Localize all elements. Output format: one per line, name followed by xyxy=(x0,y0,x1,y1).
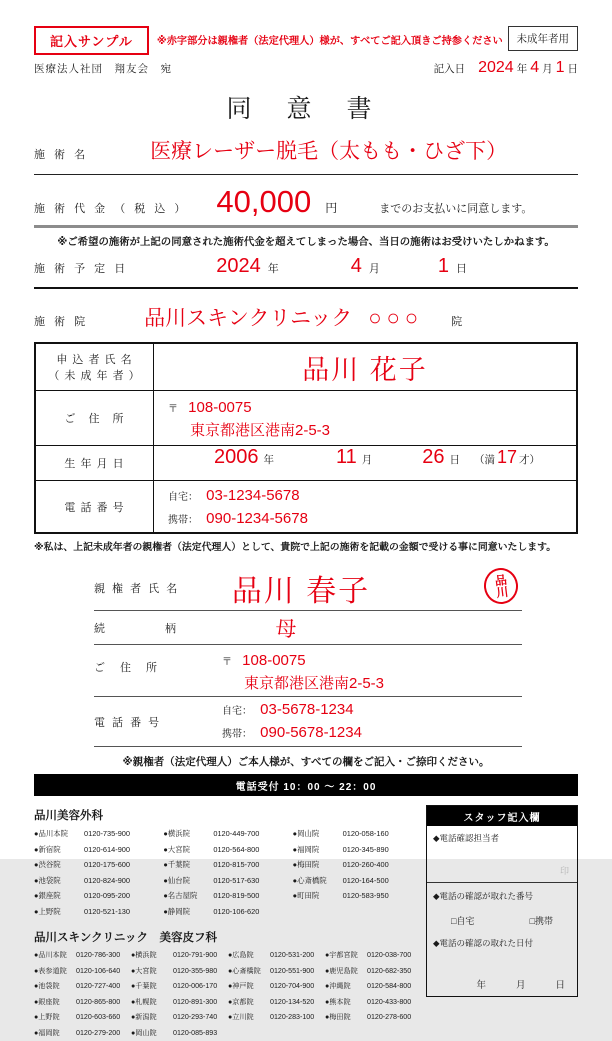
guardian-phone-row xyxy=(94,697,522,747)
postal-mark: 〒 xyxy=(168,404,178,415)
clinic-item-name: ● 神戸院 xyxy=(228,979,270,995)
confirmed-number-field xyxy=(427,883,577,927)
clinic-list-item xyxy=(34,842,163,858)
clinic-item-name: ● 横浜院 xyxy=(163,826,213,842)
applicant-birth-row xyxy=(36,445,576,480)
clinic-item-name: ● 大宮院 xyxy=(163,842,213,858)
confirmed-date-units xyxy=(433,977,571,991)
clinic-item-phone: 0120-006-170 xyxy=(173,979,217,995)
clinic-list-item xyxy=(34,873,163,889)
guardian-name-label: 親 権 者 氏 名 xyxy=(94,580,200,596)
guardian-relation-row xyxy=(94,611,522,645)
guardian-phone-value xyxy=(200,699,362,744)
guardian-relation-label xyxy=(94,620,200,636)
clinic-item-phone: 0120-355-980 xyxy=(173,964,217,980)
clinic-list-item xyxy=(325,964,422,980)
fee-warning-note: ※ご希望の施術が上記の同意された施術代金を超えてしまった場合、当日の施術はお受けいたしかねます。 xyxy=(34,233,578,248)
clinic-item-phone: 0120-278-600 xyxy=(367,1010,411,1026)
clinic-item-phone: 0120-293-740 xyxy=(173,1010,217,1026)
birth-day-unit: 日 xyxy=(450,452,461,467)
date-year-unit: 年 xyxy=(476,977,486,991)
clinic-list-item xyxy=(163,888,292,904)
clinic-list-item xyxy=(228,995,325,1011)
clinic-item-name: ● 渋谷院 xyxy=(34,857,84,873)
birth-month-unit: 月 xyxy=(362,452,373,467)
birth-month: 11 xyxy=(336,446,357,469)
clinic-item-phone: 0120-260-400 xyxy=(343,857,389,873)
clinic-item-name: ● 心斎橋院 xyxy=(293,873,343,889)
clinic-list-item xyxy=(34,857,163,873)
procedure-value: 医療レーザー脱毛（太もも・ひざ下） xyxy=(150,135,507,165)
clinic-item-phone: 0120-106-640 xyxy=(76,964,120,980)
clinic-item-phone: 0120-551-900 xyxy=(270,964,314,980)
guardian-name-row xyxy=(94,565,522,611)
applicant-name-label-line1: 申 込 者 氏 名 xyxy=(56,351,132,367)
clinic-group1-heading: 品川美容外科 xyxy=(34,807,422,823)
clinic-list-item xyxy=(163,857,292,873)
clinic-item-phone: 0120-164-500 xyxy=(343,873,389,889)
guardian-postal-code: 108-0075 xyxy=(242,652,305,669)
clinic-item-name: ● 福岡院 xyxy=(293,842,343,858)
guardian-relation-value: 母 xyxy=(200,613,522,643)
clinic-item-phone: 0120-134-520 xyxy=(270,995,314,1011)
fill-date xyxy=(434,59,578,77)
clinic-group1-list xyxy=(34,826,422,919)
clinic-item-name: ● 上野院 xyxy=(34,1010,76,1026)
clinic-list-item xyxy=(34,1010,131,1026)
clinic-item-name: ● 仙台院 xyxy=(163,873,213,889)
clinic-item-phone: 0120-095-200 xyxy=(84,888,130,904)
clinic-name-value: 品川スキンクリニック xyxy=(144,302,352,332)
fill-date-year: 2024 xyxy=(478,59,514,77)
mobile-phone-label: 携帯： xyxy=(168,515,198,526)
clinic-item-phone: 0120-824-900 xyxy=(84,873,130,889)
clinic-item-phone: 0120-786-300 xyxy=(76,948,120,964)
guardian-home-phone: 03-5678-1234 xyxy=(260,701,353,718)
phone-checkboxes xyxy=(433,902,571,927)
schedule-year: 2024 xyxy=(216,255,261,278)
page-title: 同 意 書 xyxy=(34,89,578,125)
clinic-item-phone: 0120-584-800 xyxy=(367,979,411,995)
applicant-birth-value xyxy=(154,446,576,480)
clinic-item-name: ● 鹿児島院 xyxy=(325,964,367,980)
applicant-phone-label: 電 話 番 号 xyxy=(36,481,154,532)
clinic-item-phone: 0120-345-890 xyxy=(343,842,389,858)
clinic-group2-heading: 品川スキンクリニック 美容皮フ科 xyxy=(34,929,422,945)
clinic-list-item xyxy=(34,979,131,995)
clinic-item-phone: 0120-791-900 xyxy=(173,948,217,964)
applicant-birth-label: 生 年 月 日 xyxy=(36,446,154,480)
clinic-list-item xyxy=(34,1026,131,1041)
schedule-day-unit: 日 xyxy=(456,260,467,276)
guardian-address-row xyxy=(94,645,522,697)
home-checkbox: □自宅 xyxy=(451,914,474,927)
clinic-item-phone: 0120-449-700 xyxy=(213,826,259,842)
mobile-phone-value: 090-1234-5678 xyxy=(206,510,308,527)
clinic-item-phone: 0120-564-800 xyxy=(213,842,259,858)
clinic-item-name: ● 銀座院 xyxy=(34,888,84,904)
clinic-item-phone: 0120-865-800 xyxy=(76,995,120,1011)
clinic-item-phone: 0120-175-600 xyxy=(84,857,130,873)
confirmed-date-label: ◆電話の確認の取れた日付 xyxy=(433,937,571,949)
clinic-item-name: ● 銀座院 xyxy=(34,995,76,1011)
clinic-list-item xyxy=(131,979,228,995)
clinic-item-name: ● 新潟院 xyxy=(131,1010,173,1026)
minor-use-badge: 未成年者用 xyxy=(508,26,579,51)
seal-placeholder: 印 xyxy=(560,864,569,877)
clinic-list-item xyxy=(228,964,325,980)
staff-box-heading: スタッフ記入欄 xyxy=(427,806,577,826)
clinic-list-item xyxy=(325,979,422,995)
clinic-item-phone: 0120-891-300 xyxy=(173,995,217,1011)
clinic-item-phone: 0120-682-350 xyxy=(367,964,411,980)
guardian-phone-label: 電 話 番 号 xyxy=(94,714,200,730)
applicant-name-label-line2: （ 未 成 年 者 ） xyxy=(48,367,140,383)
guardian-section xyxy=(94,565,522,747)
clinic-suffix: 院 xyxy=(451,313,462,329)
applicant-phone-row xyxy=(36,480,576,532)
clinic-item-name: ● 千葉院 xyxy=(131,979,173,995)
clinic-item-phone: 0120-603-660 xyxy=(76,1010,120,1026)
clinic-item-name: ● 福岡院 xyxy=(34,1026,76,1041)
clinic-item-name: ● 横浜院 xyxy=(131,948,173,964)
clinic-item-name: ● 岡山院 xyxy=(131,1026,173,1041)
clinic-list-item xyxy=(163,826,292,842)
clinic-item-name: ● 池袋院 xyxy=(34,979,76,995)
clinic-item-phone: 0120-614-900 xyxy=(84,842,130,858)
guardian-mobile-label: 携帯： xyxy=(222,729,252,740)
clinic-lists xyxy=(34,805,422,1041)
clinic-item-name: ● 千葉院 xyxy=(163,857,213,873)
confirmed-date-field xyxy=(427,927,577,996)
clinic-item-name: ● 梅田院 xyxy=(325,1010,367,1026)
clinic-item-phone: 0120-521-130 xyxy=(84,904,130,920)
clinic-group2-list xyxy=(34,948,422,1041)
clinic-list-item xyxy=(131,1026,228,1041)
clinic-item-phone: 0120-735-900 xyxy=(84,826,130,842)
clinic-item-phone: 0120-819-500 xyxy=(213,888,259,904)
date-month-unit: 月 xyxy=(516,977,526,991)
clinic-item-phone: 0120-058-160 xyxy=(343,826,389,842)
clinic-item-name: ● 新宿院 xyxy=(34,842,84,858)
footer-section xyxy=(34,805,578,1041)
schedule-year-unit: 年 xyxy=(268,260,279,276)
applicant-name-value: 品川 花子 xyxy=(154,344,576,390)
clinic-item-name: ● 札幌院 xyxy=(131,995,173,1011)
applicant-address-text: 東京都港区港南2-5-3 xyxy=(168,419,576,442)
applicant-postal-code: 108-0075 xyxy=(188,399,251,416)
schedule-label: 施 術 予 定 日 xyxy=(34,260,128,276)
fill-date-day: 1 xyxy=(556,59,565,77)
clinic-item-name: ● 沖縄院 xyxy=(325,979,367,995)
clinic-item-phone: 0120-704-900 xyxy=(270,979,314,995)
clinic-item-name: ● 京都院 xyxy=(228,995,270,1011)
clinic-list-item xyxy=(34,904,163,920)
clinic-item-name: ● 大宮院 xyxy=(131,964,173,980)
home-phone-label: 自宅： xyxy=(168,492,198,503)
clinic-item-name: ● 宇都宮院 xyxy=(325,948,367,964)
applicant-name-row xyxy=(36,344,576,390)
applicant-phone-value xyxy=(154,481,576,532)
clinic-list-item xyxy=(163,873,292,889)
clinic-item-name: ● 立川院 xyxy=(228,1010,270,1026)
fee-unit: 円 xyxy=(325,199,337,216)
clinic-list-item xyxy=(34,826,163,842)
birth-year: 2006 xyxy=(214,446,259,469)
guardian-name-value: 品川 春子 xyxy=(200,566,522,610)
clinic-item-name: ● 梅田院 xyxy=(293,857,343,873)
clinic-item-name: ● 表参道院 xyxy=(34,964,76,980)
clinic-list-item xyxy=(293,888,422,904)
header-row-badges xyxy=(34,26,578,55)
clinic-item-name: ● 町田院 xyxy=(293,888,343,904)
clinic-item-name: ● 岡山院 xyxy=(293,826,343,842)
guardian-postal-mark: 〒 xyxy=(222,657,232,668)
clinic-branch-placeholder: ○○○ xyxy=(368,305,423,331)
guardian-address-value xyxy=(200,645,384,695)
fill-date-month: 4 xyxy=(530,59,539,77)
clinic-item-phone: 0120-433-800 xyxy=(367,995,411,1011)
clinic-list-item xyxy=(131,948,228,964)
sample-badge: 記入サンプル xyxy=(34,26,149,55)
fee-agree-text: までのお支払いに同意します。 xyxy=(379,200,532,216)
relation-label-right: 柄 xyxy=(165,620,176,636)
guardian-address-text: 東京都港区港南2-5-3 xyxy=(222,673,384,696)
clinic-list-item xyxy=(163,842,292,858)
schedule-day: 1 xyxy=(438,255,449,278)
clinic-item-phone: 0120-085-893 xyxy=(173,1026,217,1041)
clinic-item-phone: 0120-583-950 xyxy=(343,888,389,904)
fee-row xyxy=(34,184,578,220)
confirmed-number-label: ◆電話の確認が取れた番号 xyxy=(433,890,571,902)
clinic-list-item xyxy=(228,979,325,995)
addressee-text: 医療法人社団 翔友会 宛 xyxy=(34,61,172,76)
fill-date-day-unit: 日 xyxy=(568,61,579,76)
applicant-name-label xyxy=(36,344,154,390)
applicant-address-row xyxy=(36,390,576,445)
fill-date-year-unit: 年 xyxy=(517,61,528,76)
procedure-label: 施 術 名 xyxy=(34,146,88,162)
clinic-list-item xyxy=(34,964,131,980)
mobile-checkbox: □携帯 xyxy=(530,914,553,927)
guardian-home-label: 自宅： xyxy=(222,706,252,717)
schedule-month: 4 xyxy=(351,255,362,278)
clinic-item-phone: 0120-517-630 xyxy=(213,873,259,889)
red-text-instruction: ※赤字部分は親権者（法定代理人）様が、すべてご記入頂きご持参ください xyxy=(149,26,503,47)
clinic-list-item xyxy=(163,904,292,920)
clinic-item-name: ● 静岡院 xyxy=(163,904,213,920)
clinic-item-phone: 0120-279-200 xyxy=(76,1026,120,1041)
clinic-item-name: ● 名古屋院 xyxy=(163,888,213,904)
clinic-list-item xyxy=(325,948,422,964)
header-row-addressee xyxy=(34,59,578,77)
clinic-list-item xyxy=(228,1010,325,1026)
hanko-stamp: 品川 xyxy=(482,566,520,606)
clinic-list-item xyxy=(293,857,422,873)
clinic-item-name: ● 池袋院 xyxy=(34,873,84,889)
clinic-item-name: ● 上野院 xyxy=(34,904,84,920)
clinic-item-name: ● 品川本院 xyxy=(34,826,84,842)
clinic-list-item xyxy=(228,948,325,964)
birth-day: 26 xyxy=(422,446,444,469)
home-phone-value: 03-1234-5678 xyxy=(206,487,299,504)
staff-confirmer-label: ◆電話確認担当者 xyxy=(433,832,571,844)
clinic-list-item xyxy=(34,995,131,1011)
clinic-list-item xyxy=(325,995,422,1011)
clinic-list-item xyxy=(293,842,422,858)
clinic-item-phone: 0120-815-700 xyxy=(213,857,259,873)
age-prefix: （満 xyxy=(474,452,495,467)
birth-year-unit: 年 xyxy=(264,452,275,467)
age-value: 17 xyxy=(497,447,517,468)
date-day-unit: 日 xyxy=(555,977,565,991)
procedure-name-row xyxy=(34,135,578,175)
clinic-item-name: ● 心斎橋院 xyxy=(228,964,270,980)
clinic-list-item xyxy=(131,964,228,980)
divider xyxy=(34,225,578,228)
clinic-item-name: ● 広島院 xyxy=(228,948,270,964)
phone-hours-bar: 電話受付 10：00 ～ 22：00 xyxy=(34,774,578,796)
fill-date-label: 記入日 xyxy=(434,61,466,76)
schedule-row xyxy=(34,255,578,289)
clinic-list-item xyxy=(293,873,422,889)
clinic-list-item xyxy=(325,1010,422,1026)
clinic-list-item xyxy=(34,948,131,964)
clinic-item-name: ● 品川本院 xyxy=(34,948,76,964)
schedule-month-unit: 月 xyxy=(369,260,380,276)
guardian-address-label: ご 住 所 xyxy=(94,645,200,675)
applicant-table xyxy=(34,342,578,534)
staff-confirmer-field xyxy=(427,826,577,882)
fee-amount: 40,000 xyxy=(216,184,311,220)
age-suffix: 才） xyxy=(519,452,540,467)
clinic-item-phone: 0120-283-100 xyxy=(270,1010,314,1026)
fill-date-month-unit: 月 xyxy=(542,61,553,76)
clinic-row xyxy=(34,302,578,332)
fee-label: 施 術 代 金 （ 税 込 ） xyxy=(34,200,188,216)
clinic-item-phone: 0120-038-700 xyxy=(367,948,411,964)
clinic-item-name: ● 熊本院 xyxy=(325,995,367,1011)
clinic-list-item xyxy=(34,888,163,904)
guardian-consent-note: ※私は、上記未成年者の親権者（法定代理人）として、貴院で上記の施術を記載の金額で受ける事に同意いたします。 xyxy=(34,539,578,553)
applicant-address-value xyxy=(154,391,576,445)
clinic-list-item xyxy=(131,995,228,1011)
relation-label-left: 続 xyxy=(94,620,105,636)
guardian-mobile-phone: 090-5678-1234 xyxy=(260,724,362,741)
clinic-item-phone: 0120-727-400 xyxy=(76,979,120,995)
clinic-item-phone: 0120-531-200 xyxy=(270,948,314,964)
clinic-list-item xyxy=(131,1010,228,1026)
clinic-label: 施 術 院 xyxy=(34,313,88,329)
stamp-instruction-note: ※親権者（法定代理人）ご本人様が、すべての欄をご記入・ご捺印ください。 xyxy=(34,754,578,769)
clinic-list-item xyxy=(293,826,422,842)
applicant-address-label: ご 住 所 xyxy=(36,391,154,445)
staff-entry-box xyxy=(426,805,578,997)
clinic-item-phone: 0120-106-620 xyxy=(213,904,259,920)
